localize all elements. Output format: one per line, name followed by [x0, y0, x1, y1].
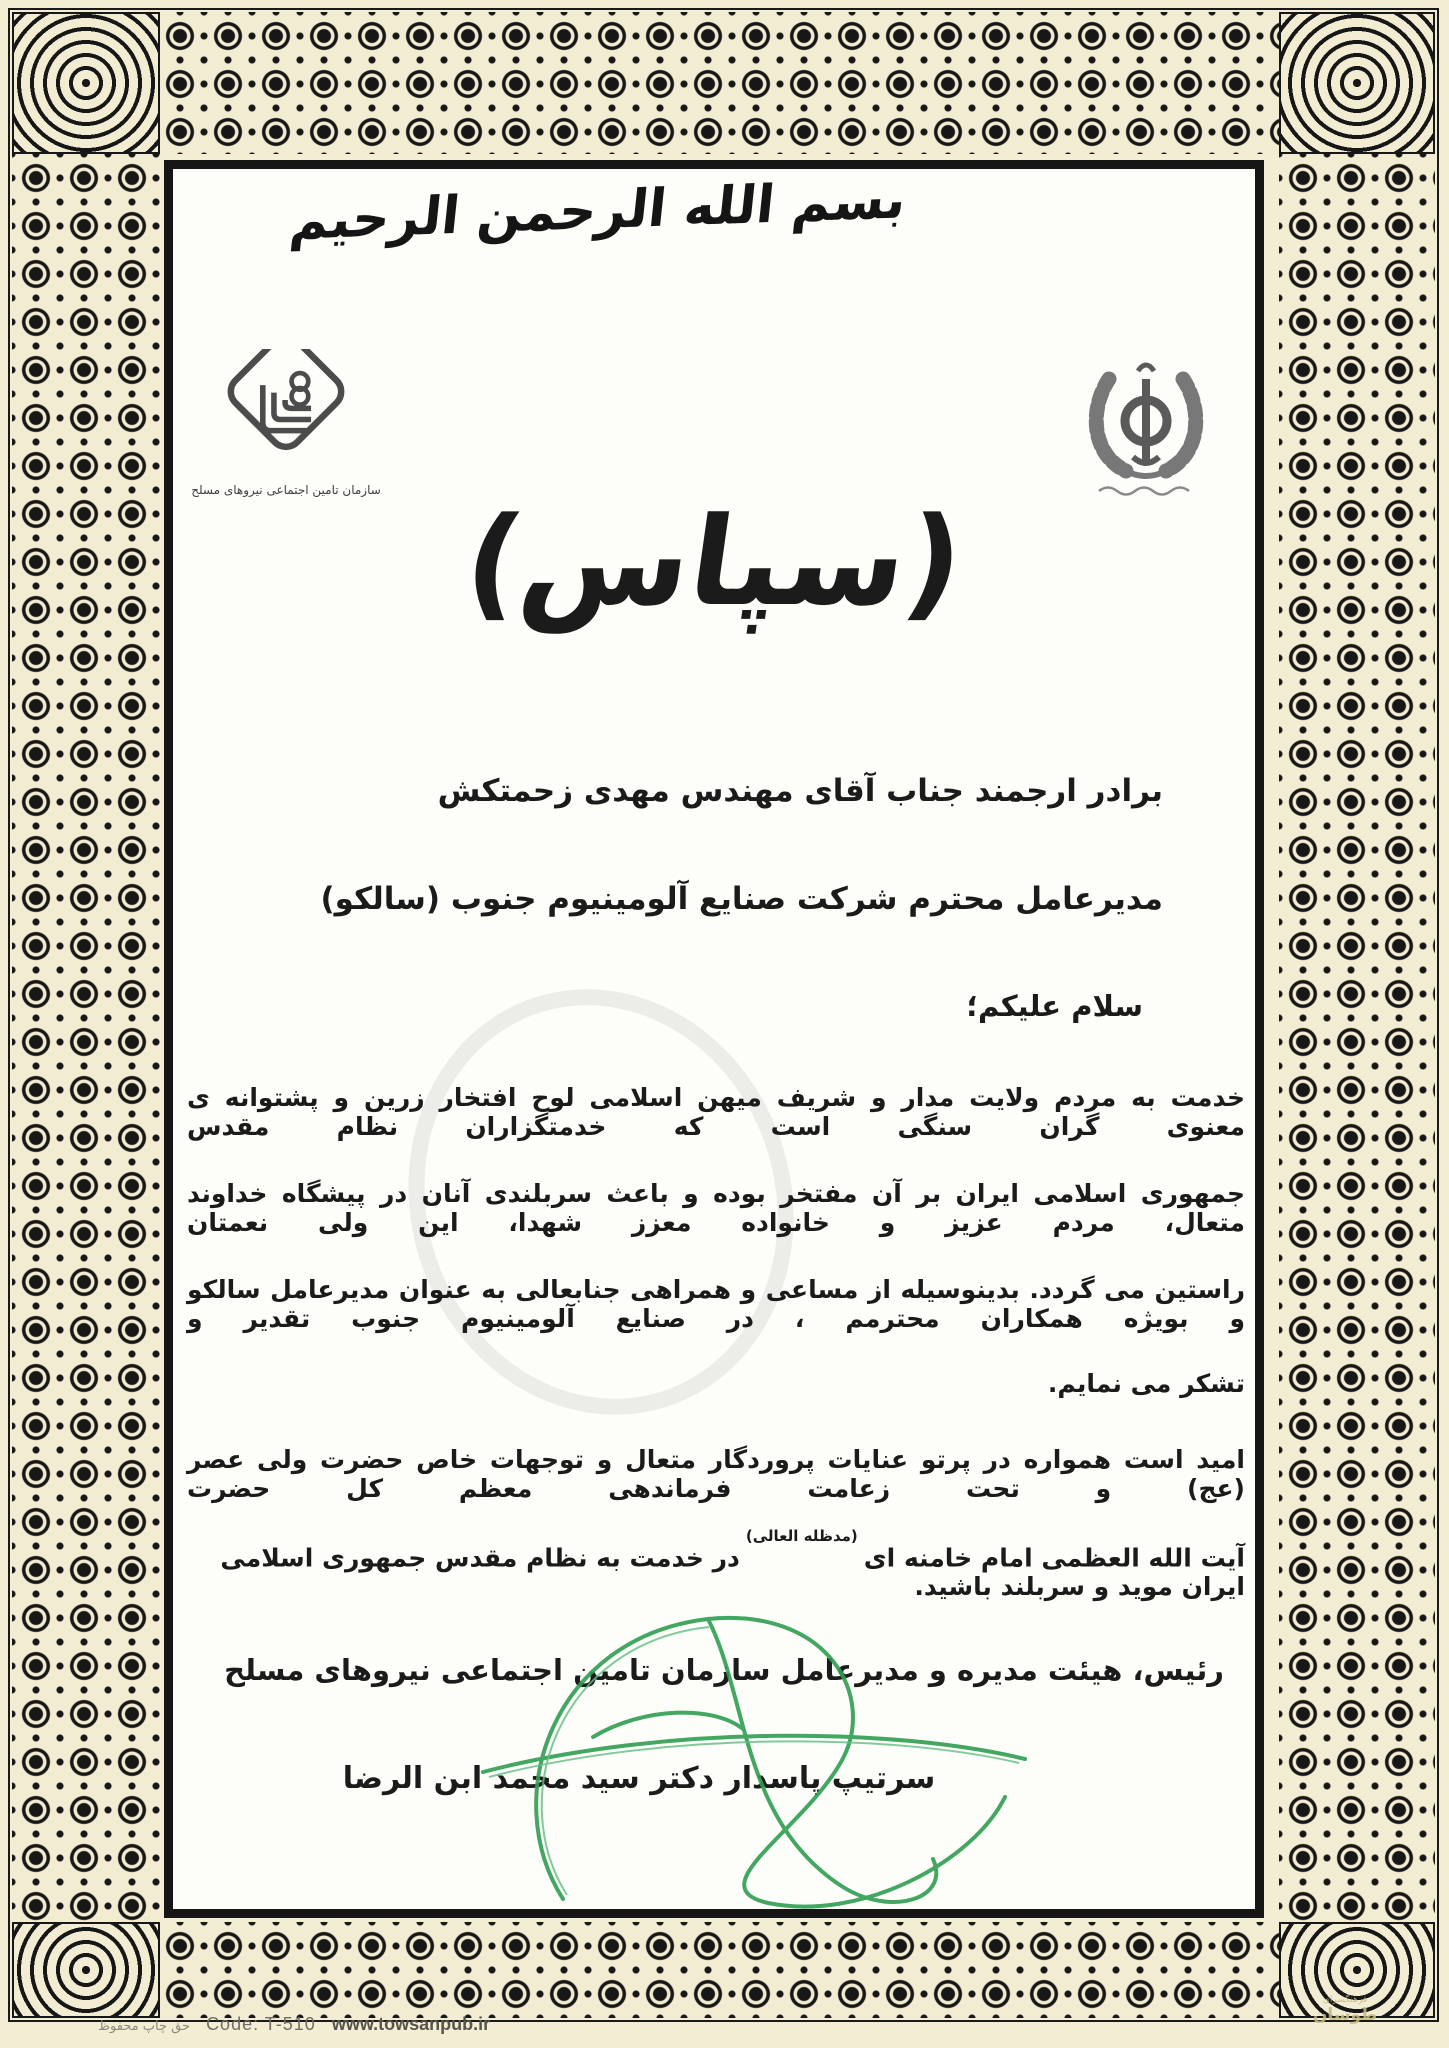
- print-footer: [98, 2014, 490, 2035]
- green-pen-signature: [413, 1587, 1040, 1909]
- ornate-border-right: [1279, 154, 1435, 1922]
- sata-diamond-logo-icon: [178, 349, 394, 477]
- paragraph2-line2-text: در خدمت به نظام مقدس جمهوری اسلامی ایران موید و سربلند باشید.: [220, 1543, 1245, 1602]
- body-paragraph1-line1: خدمت به مردم ولایت مدار و شریف میهن اسلامی لوح افتخار زرین و پشتوانه ی معنوی گران سنگی است که خدمتگزاران نظام مقدس: [187, 1083, 1245, 1141]
- publisher-mark-top: فرهنگسرای: [1322, 1995, 1368, 2005]
- certificate-title: (سپاس): [456, 491, 972, 633]
- armed-forces-wreath-emblem-icon: [1076, 349, 1216, 503]
- publisher-website: www.towsanpub.ir: [331, 2014, 491, 2034]
- border-corner-rosette: [1279, 12, 1435, 154]
- ornate-border-top: [12, 12, 1435, 154]
- border-corner-rosette: [12, 12, 160, 154]
- signatory-name-line: سرتیپ پاسدار دکتر سید محمد ابن الرضا: [342, 1761, 936, 1796]
- ornate-border-left: [12, 154, 160, 1922]
- recipient-line-1: برادر ارجمند جناب آقای مهندس مهدی زحمتکش: [437, 773, 1163, 809]
- signatory-role-line: رئیس، هیئت مدیره و مدیرعامل سازمان تامین اجتماعی نیروهای مسلح: [224, 1653, 1224, 1687]
- border-corner-rosette: [12, 1922, 160, 2018]
- salutation: سلام علیکم؛: [966, 989, 1143, 1023]
- sata-logo: [178, 349, 394, 497]
- ornate-border-bottom: [12, 1922, 1435, 2018]
- copyright-note: حق چاپ محفوظ: [98, 2019, 191, 2034]
- body-paragraph2-line1: امید است همواره در پرتو عنایات پروردگار متعال و توجهات خاص حضرت ولی عصر (عج) و تحت زعامت فرماندهی معظم کل حضرت: [187, 1445, 1245, 1503]
- body-paragraph1-line4: تشکر می نمایم.: [1047, 1369, 1245, 1398]
- publisher-mark-logotype: طوسان: [1312, 2004, 1378, 2025]
- body-paragraph2-line2: [193, 1527, 1245, 1602]
- body-paragraph1-line3: راستین می گردد. بدینوسیله از مساعی و همراهی جنابعالی به عنوان مدیرعامل سالکو و بویژه همکاران محترمم ، در صنایع آلومینیوم جنوب تقدیر و: [187, 1275, 1245, 1333]
- certificate-sheet: [164, 160, 1264, 1918]
- sata-logo-caption: سازمان تامین اجتماعی نیروهای مسلح: [191, 483, 381, 497]
- honorific-superscript: (مدظله العالی): [745, 1527, 858, 1545]
- print-code: Code: T-510: [206, 2014, 316, 2034]
- recipient-line-2: مدیرعامل محترم شرکت صنایع آلومینیوم جنوب (سالکو): [320, 881, 1163, 917]
- publisher-mark: [1290, 1996, 1400, 2025]
- bismillah-calligraphy: بسم الله الرحمن الرحیم: [287, 170, 909, 252]
- body-paragraph1-line2: جمهوری اسلامی ایران بر آن مفتخر بوده و باعث سربلندی آنان در پیشگاه خداوند متعال، مردم عزیز و خانواده معزز شهدا، این ولی نعمتان: [187, 1179, 1245, 1237]
- paragraph2-line2-text: آیت الله العظمی امام خامنه ای: [863, 1543, 1245, 1573]
